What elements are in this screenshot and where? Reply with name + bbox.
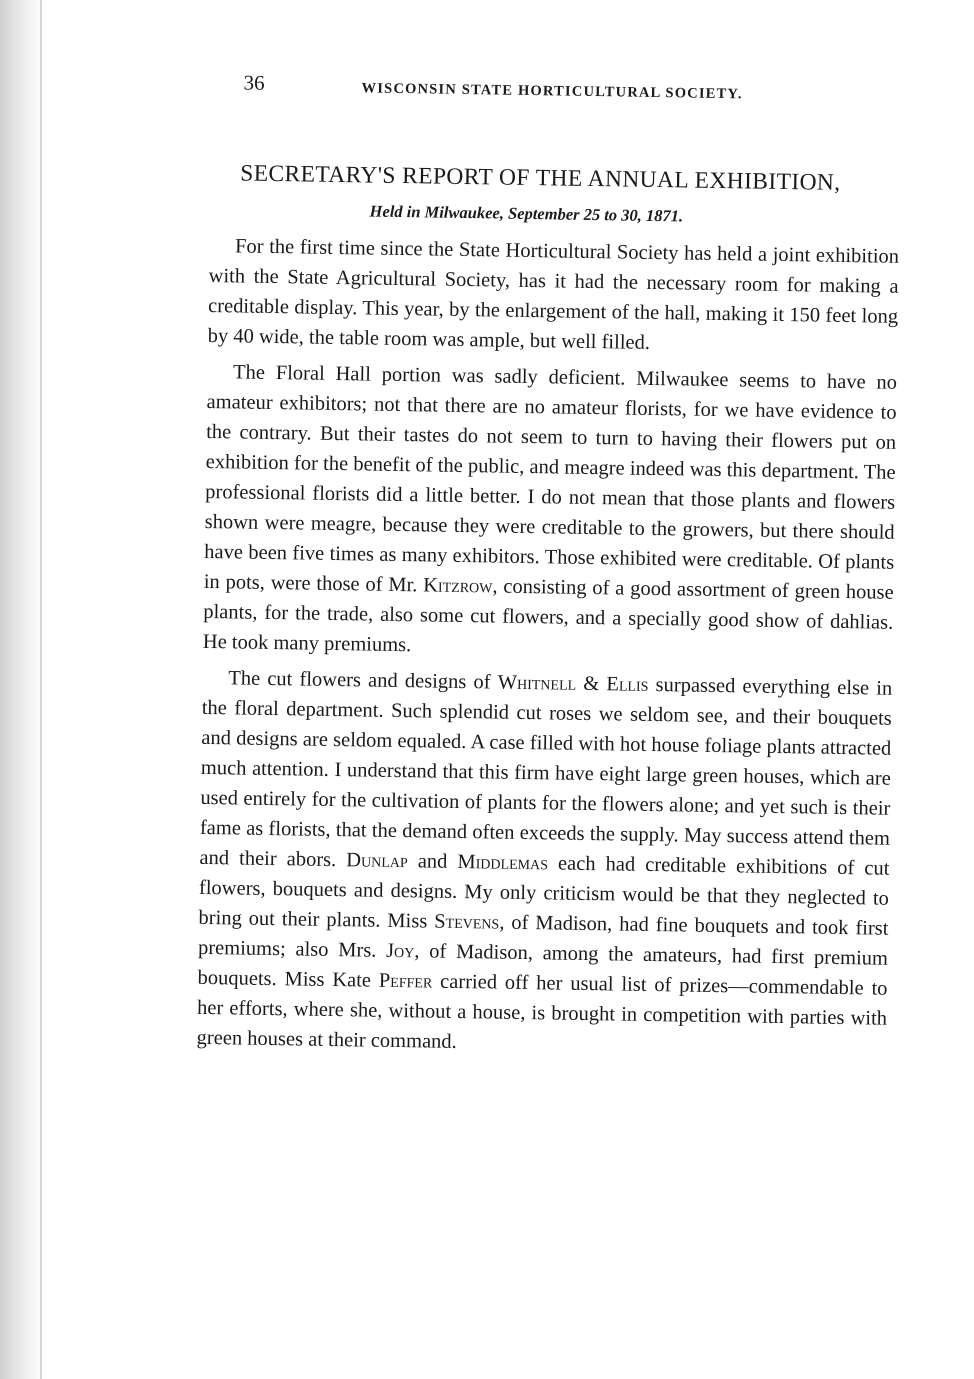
running-title: WISCONSIN STATE HORTICULTURAL SOCIETY.	[361, 80, 743, 103]
running-head	[211, 60, 902, 111]
person-name: Middlemas	[457, 850, 549, 875]
page-number: 36	[243, 70, 265, 95]
person-name: Joy	[385, 939, 415, 963]
person-name: Stevens	[434, 910, 500, 934]
paragraph-3-text-a: The cut flowers and designs of	[228, 667, 498, 694]
report-title: SECRETARY'S REPORT OF THE ANNUAL EXHIBITION,	[240, 160, 841, 196]
paragraph-3-text-e: each had creditable exhibitions of cut flowers, bouquets and designs. My only criticism would be that they neglected to bring out their plants. Miss	[198, 852, 890, 933]
paragraph-3-text-h: carried off her usual list of prizes—commendable to her efforts, where she, without a house, is brought in competition with parties with green houses at their command.	[196, 970, 888, 1053]
book-binding-shadow	[0, 0, 44, 1379]
report-subtitle: Held in Milwaukee, September 25 to 30, 1871.	[369, 201, 684, 226]
paragraph-3-text-b: &	[575, 672, 607, 696]
book-page	[196, 60, 902, 1064]
paragraph-3-text-g: , of Madison, among the amateurs, had first premium bouquets. Miss Kate	[197, 940, 889, 992]
paragraph-3	[196, 663, 892, 1064]
person-name: Ellis	[606, 673, 649, 696]
report-body	[196, 231, 899, 1064]
paragraph-2	[203, 357, 898, 668]
paragraph-3-text-f: , of Madison, had fine bouquets and took first premiums; also Mrs.	[197, 911, 889, 962]
person-name: Peffer	[378, 969, 433, 993]
person-name: Whitnell	[497, 671, 577, 695]
paragraph-2-text-b: , consisting of a good assortment of green house plants, for the trade, also some cut flowers, and a specially good show of dahlias. He took many premiums.	[202, 575, 894, 657]
gutter-line	[40, 0, 42, 1379]
paragraph-3-text-c: surpassed everything else in the floral department. Such splendid cut roses we seldom see, and their bouquets and designs are seldom equaled. A case filled with hot house foliage plants attracted much attention. I understand that this firm have eight large green houses, which are used entirely for the cultivation of plants for the flowers alone; and yet such is their fame as florists, that the demand often exceeds the supply. May success attend them and their abors.	[199, 673, 893, 872]
paragraph-3-text-d: and	[407, 850, 458, 873]
person-name: Kitzrow	[423, 574, 493, 598]
person-name: Dunlap	[346, 849, 408, 873]
paragraph-1: For the first time since the State Horticultural Society has held a joint exhibition with the State Agricultural Society, has it had the necessary room for making a creditable display. This year, by the enlargement of the hall, making it 150 feet long by 40 wide, the table room was ample, but well filled.	[207, 235, 900, 354]
paragraph-2-text-a: The Floral Hall portion was sadly deficient. Milwaukee seems to have no amateur exhibitors; not that there are no amateur florists, for we have evidence to the contrary. But their tastes do not seem to turn to having their flowers put on exhibition for the benefit of the public, and meagre indeed was this department. The professional florists did a little better. I do not mean that those plants and flowers shown were meagre, because they were creditable to the growers, but there should have been five times as many exhibitors. Those exhibited were creditable. Of plants in pots, were those of Mr.	[203, 361, 898, 597]
